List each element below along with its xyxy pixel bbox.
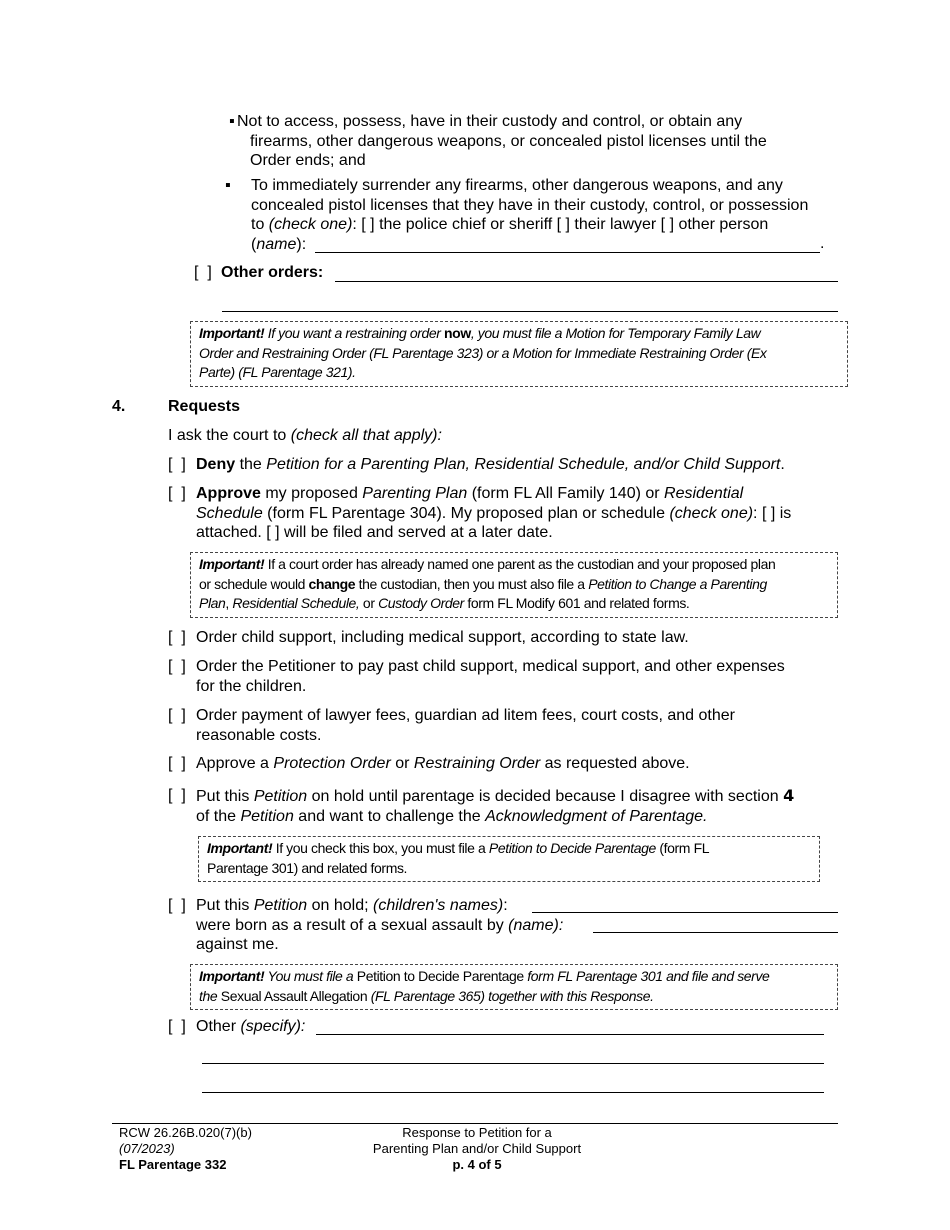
important-note: Important! You must file a Petition to Decide Parentage form FL Parentage 301 and file and serve the Sexual Assault Allegation (FL Parentage 365) together with this Response.	[190, 964, 838, 1010]
firearms-item-1	[237, 112, 847, 171]
footer-left: RCW 26.26B.020(7)(b) (07/2023) FL Parentage 332	[119, 1125, 252, 1172]
deny-text: Deny the Petition for a Parenting Plan, Residential Schedule, and/or Child Support.	[196, 456, 785, 473]
firearms-item-2	[251, 176, 851, 254]
bullet-icon: ▪	[229, 113, 235, 130]
period: .	[820, 235, 825, 252]
other-fill-line-3[interactable]	[202, 1092, 824, 1093]
past-support-checkbox[interactable]: [ ]	[168, 658, 186, 675]
other-fill-line-2[interactable]	[202, 1063, 824, 1064]
fees-text: Order payment of lawyer fees, guardian ad litem fees, court costs, and other reasonable costs.	[196, 707, 735, 744]
section-intro: I ask the court to (check all that apply):	[168, 427, 442, 444]
other-fill-line[interactable]	[316, 1034, 824, 1035]
important-note: Important! If a court order has already named one parent as the custodian and your proposed plan or schedule would change the custodian, then you must also file a Petition to Change a Parenting Plan, Residential Schedule, or Custody Order form FL Modify 601 and related forms.	[190, 552, 838, 618]
protection-order-checkbox[interactable]: [ ]	[168, 755, 186, 772]
other-orders-fill-line-2[interactable]	[222, 311, 838, 312]
firearms-item-2-line: (name):	[251, 235, 307, 253]
deny-checkbox[interactable]: [ ]	[168, 456, 186, 473]
firearms-item-2-line: to (check one): [ ] the police chief or sheriff [ ] their lawyer [ ] other person	[251, 216, 769, 233]
fees-checkbox[interactable]: [ ]	[168, 707, 186, 724]
firearms-item-2-line: concealed pistol licenses that they have in their custody, control, or possession	[251, 196, 809, 214]
child-support-text: Order child support, including medical support, according to state law.	[196, 629, 689, 646]
other-orders-label: Other orders:	[221, 264, 324, 281]
other-orders-checkbox[interactable]: [ ]	[194, 264, 212, 281]
assault-hold-checkbox[interactable]: [ ]	[168, 897, 186, 914]
other-orders-fill-line[interactable]	[335, 281, 838, 282]
assault-hold-text: Put this Petition on hold; (children's names): were born as a result of a sexual assault by (name): against me.	[196, 897, 564, 953]
past-support-text: Order the Petitioner to pay past child support, medical support, and other expenses for the children.	[196, 658, 785, 695]
important-note: Important! If you want a restraining order now, you must file a Motion for Temporary Family Law Order and Restraining Order (FL Parentage 323) or a Motion for Immediate Restraining Order (Ex Parte) (FL Parentage 321).	[190, 321, 848, 387]
child-support-checkbox[interactable]: [ ]	[168, 629, 186, 646]
important-note: Important! If you check this box, you must file a Petition to Decide Parentage (form FL Parentage 301) and related forms.	[198, 836, 820, 882]
assault-name-fill-line[interactable]	[593, 932, 838, 933]
approve-checkbox[interactable]: [ ]	[168, 485, 186, 502]
firearms-item-1-line: firearms, other dangerous weapons, or concealed pistol licenses until the	[250, 132, 767, 150]
firearms-item-1-line: Not to access, possess, have in their custody and control, or obtain any	[237, 113, 743, 130]
other-checkbox[interactable]: [ ]	[168, 1018, 186, 1035]
protection-order-text: Approve a Protection Order or Restraining Order as requested above.	[196, 755, 690, 772]
section-number: 4.	[112, 398, 126, 415]
bullet-icon: ▪	[225, 177, 231, 194]
firearms-item-1-line: Order ends; and	[250, 152, 366, 169]
approve-text: Approve my proposed Parenting Plan (form FL All Family 140) or Residential Schedule (form FL Parentage 304). My proposed plan or schedule (check one): [ ] is attached. [ ] will be filed and served at a later date.	[196, 485, 792, 541]
footer-divider	[112, 1123, 838, 1124]
children-names-fill-line[interactable]	[532, 912, 838, 913]
hold-checkbox[interactable]: [ ]	[168, 787, 186, 804]
hold-text: Put this Petition on hold until parentage is decided because I disagree with section 4 of the Petition and want to challenge the Acknowledgment of Parentage.	[196, 786, 795, 825]
other-text: Other (specify):	[196, 1018, 306, 1035]
name-fill-line[interactable]	[315, 252, 820, 253]
section-title: Requests	[168, 398, 241, 415]
firearms-item-2-line: To immediately surrender any firearms, other dangerous weapons, and any	[251, 177, 783, 194]
footer-center: Response to Petition for a Parenting Plan and/or Child Support p. 4 of 5	[372, 1125, 582, 1172]
